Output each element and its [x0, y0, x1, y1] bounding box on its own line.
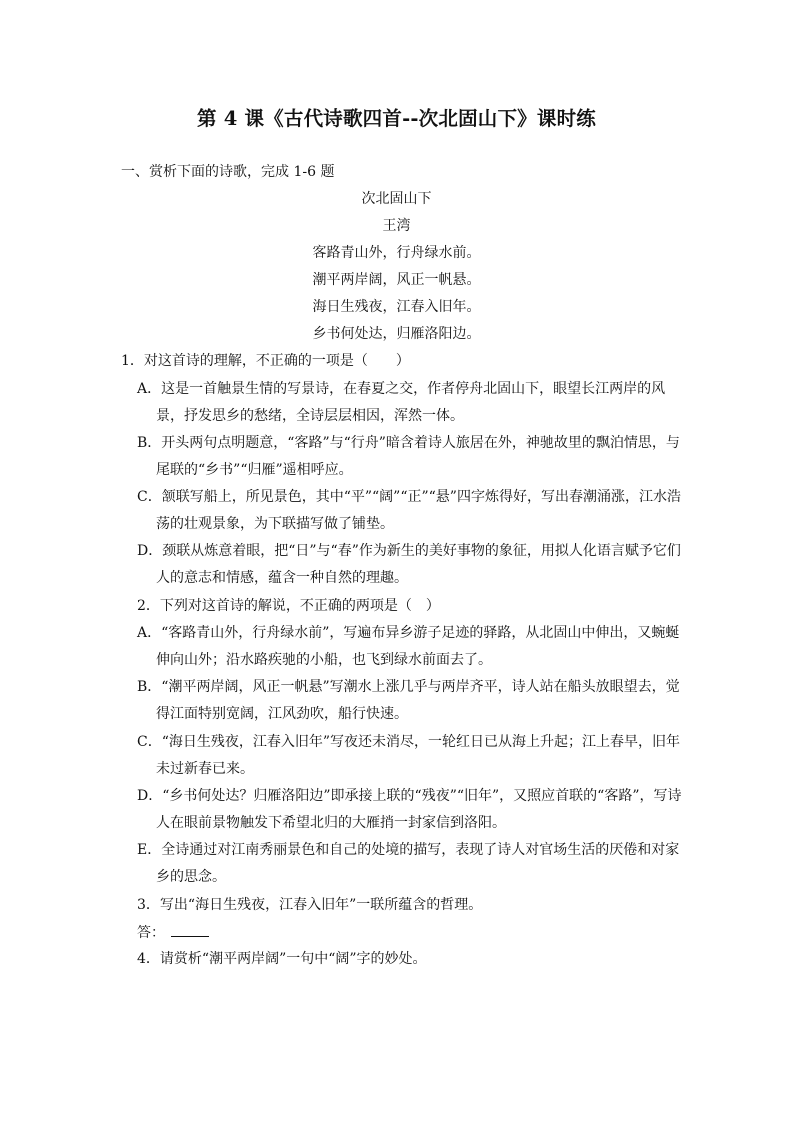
poem-line: 海日生残夜，江春入旧年。 [312, 299, 481, 315]
q2-option-a: A．“客路青山外，行舟绿水前”，写遍布异乡游子足迹的驿路，从北固山中伸出，又蜿蜒 [137, 625, 680, 641]
question-2-stem: 2．下列对这首诗的解说，不正确的两项是（ ） [137, 598, 440, 614]
q2-option-c-cont: 未过新春已来。 [156, 761, 254, 777]
poem-author: 王湾 [382, 218, 411, 234]
q1-option-c-cont: 荡的壮观景象，为下联描写做了铺垫。 [156, 516, 394, 532]
question-4-stem: 4．请赏析“潮平两岸阔”一句中“阔”字的妙处。 [137, 951, 427, 967]
q1-option-b-cont: 尾联的“乡书”“归雁”遥相呼应。 [156, 462, 353, 478]
poem-title: 次北固山下 [361, 191, 432, 207]
q1-option-d-cont: 人的意志和情感，蕴含一种自然的理趣。 [156, 570, 408, 586]
question-1-stem: 1．对这首诗的理解，不正确的一项是（ ） [121, 353, 410, 369]
q1-option-c: C．颔联写船上，所见景色，其中“平”“阔”“正”“悬”四字炼得好，写出春潮涌涨，江水浩 [137, 489, 681, 505]
poem-line: 客路青山外，行舟绿水前。 [312, 245, 481, 261]
page-title: 第 4 课《古代诗歌四首--次北固山下》课时练 [197, 107, 596, 130]
q2-option-e-cont: 乡的思念。 [156, 869, 226, 885]
q2-option-b: B．“潮平两岸阔，风正一帆悬”写潮水上涨几乎与两岸齐平，诗人站在船头放眼望去，觉 [137, 679, 680, 695]
q2-option-d: D．“乡书何处达？归雁洛阳边”即承接上联的“残夜”“旧年”，又照应首联的“客路”，写诗 [137, 788, 682, 804]
section-heading: 一、赏析下面的诗歌，完成 1-6 题 [121, 164, 335, 180]
poem-line: 乡书何处达，归雁洛阳边。 [312, 326, 481, 342]
poem-line: 潮平两岸阔，风正一帆悬。 [312, 272, 481, 288]
q1-option-a: A．这是一首触景生情的写景诗，在春夏之交，作者停舟北固山下，眼望长江两岸的风 [137, 381, 666, 397]
q2-option-d-cont: 人在眼前景物触发下希望北归的大雁捎一封家信到洛阳。 [156, 815, 506, 831]
q2-option-b-cont: 得江面特别宽阔，江风劲吹，船行快速。 [156, 706, 408, 722]
q1-option-d: D．颈联从炼意着眼，把“日”与“春”作为新生的美好事物的象征，用拟人化语言赋予它们 [137, 543, 681, 559]
q1-option-b: B．开头两句点明题意，“客路”与“行舟”暗含着诗人旅居在外，神驰故里的飘泊情思，与 [137, 435, 680, 451]
q2-option-e: E．全诗通过对江南秀丽景色和自己的处境的描写，表现了诗人对官场生活的厌倦和对家 [137, 842, 680, 858]
answer-label: 答： [137, 925, 165, 941]
q3-answer-line [137, 922, 209, 943]
question-3-stem: 3．写出“海日生残夜，江春入旧年”一联所蕴含的哲理。 [137, 897, 483, 913]
answer-blank[interactable] [171, 922, 209, 937]
q2-option-c: C．“海日生残夜，江春入旧年”写夜还未消尽，一轮红日已从海上升起；江上春早，旧年 [137, 734, 681, 750]
q1-option-a-cont: 景，抒发思乡的愁绪，全诗层层相因，浑然一体。 [156, 408, 464, 424]
q2-option-a-cont: 伸向山外；沿水路疾驰的小船，也飞到绿水前面去了。 [156, 652, 492, 668]
